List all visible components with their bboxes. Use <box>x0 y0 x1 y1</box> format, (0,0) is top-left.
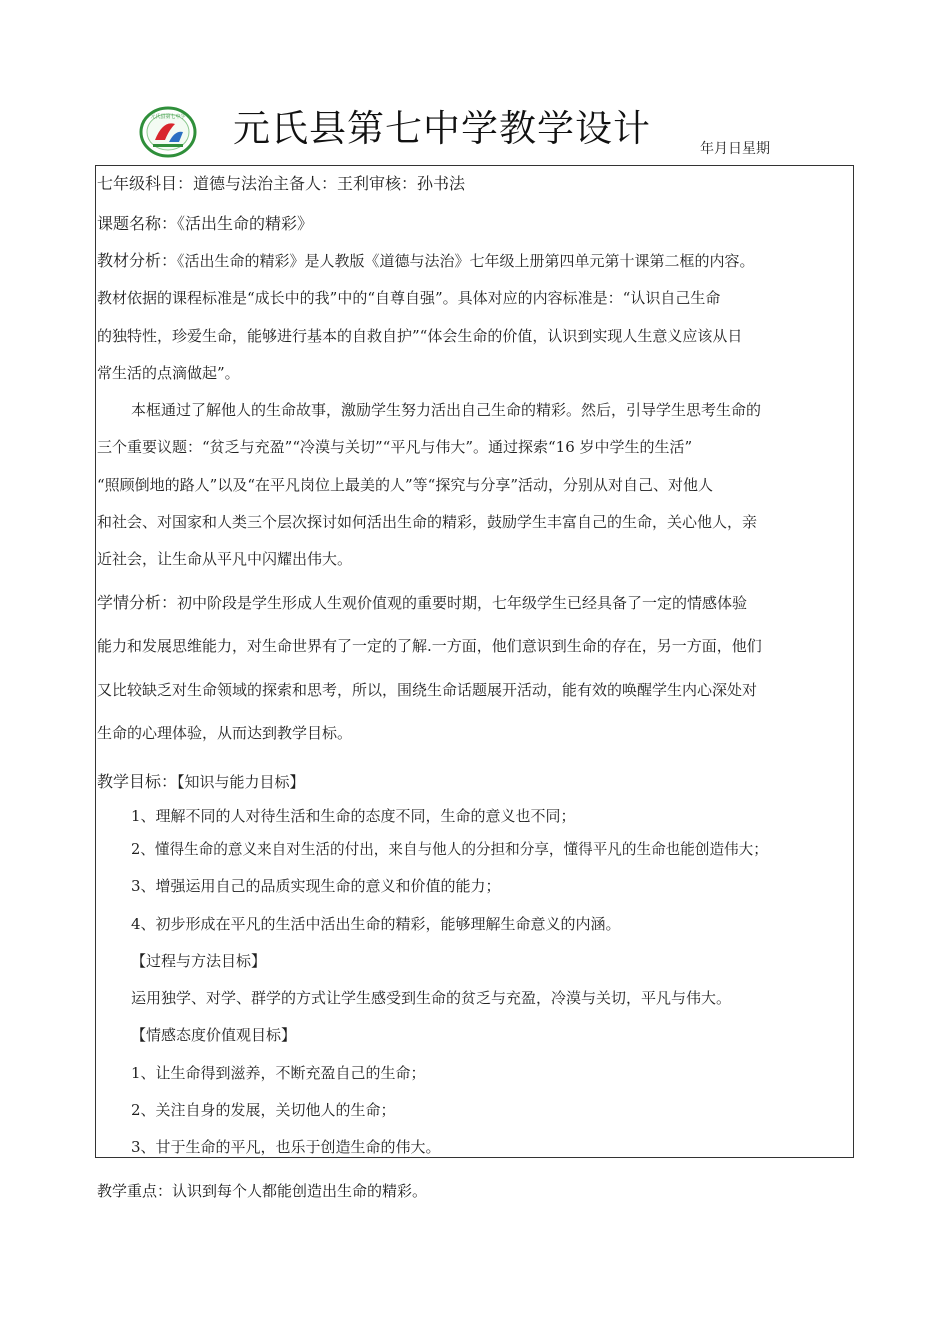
textbook-analysis-line: 近社会，让生命从平凡中闪耀出伟大。 <box>97 550 353 568</box>
textbook-analysis-line: 的独特性，珍爱生命，能够进行基本的自救自护”“体会生命的价值，认识到实现人生意义应该从日 <box>97 327 743 345</box>
knowledge-item: 3、增强运用自己的品质实现生命的意义和价值的能力； <box>131 877 501 895</box>
student-analysis-line: 初中阶段是学生形成人生观价值观的重要时期，七年级学生已经具备了一定的情感体验 <box>177 594 748 612</box>
lesson-plan-box <box>95 165 854 1158</box>
teaching-goals-label: 教学目标： <box>97 772 178 791</box>
textbook-analysis-line: 《活出生命的精彩》是人教版《道德与法治》七年级上册第四单元第十课第二框的内容。 <box>177 252 755 270</box>
emotion-item: 1、让生命得到滋养，不断充盈自己的生命； <box>131 1064 426 1082</box>
emotion-heading: 【情感态度价值观目标】 <box>131 1026 297 1044</box>
textbook-analysis-line: 三个重要议题：“贫乏与充盈”“冷漠与关切”“平凡与伟大”。通过探索“16 岁中学生的生活” <box>97 438 693 456</box>
textbook-analysis-line: 和社会、对国家和人类三个层次探讨如何活出生命的精彩，鼓励学生丰富自己的生命，关心他人，亲 <box>97 513 758 531</box>
knowledge-heading: 【知识与能力目标】 <box>177 773 305 791</box>
textbook-analysis-line: “照顾倒地的路人”以及“在平凡岗位上最美的人”等“探究与分享”活动，分别从对自己、对他人 <box>97 476 714 494</box>
date-line: 年月日星期 <box>700 141 770 157</box>
topic-line: 课题名称：《活出生命的精彩》 <box>97 214 314 233</box>
key-point: 教学重点：认识到每个人都能创造出生命的精彩。 <box>97 1182 428 1200</box>
page-title: 元氏县第七中学教学设计 <box>233 107 651 150</box>
student-analysis-first-line <box>97 590 747 613</box>
student-analysis-line: 生命的心理体验，从而达到教学目标。 <box>97 724 353 742</box>
textbook-analysis-label: 教材分析： <box>97 251 178 270</box>
logo-text: 元氏县第七中学 <box>150 114 186 120</box>
meta-line: 七年级科目：道德与法治主备人：王利审核：孙书法 <box>97 174 466 193</box>
textbook-analysis-line: 本框通过了解他人的生命故事，激励学生努力活出自己生命的精彩。然后，引导学生思考生命的 <box>131 401 762 419</box>
student-analysis-line: 能力和发展思维能力，对生命世界有了一定的了解.一方面，他们意识到生命的存在，另一方面，他们 <box>97 637 762 655</box>
school-logo <box>139 106 197 158</box>
student-analysis-line: 又比较缺乏对生命领域的探索和思考，所以，围绕生命话题展开活动，能有效的唤醒学生内心深处对 <box>97 681 758 699</box>
knowledge-item: 2、懂得生命的意义来自对生活的付出，来自与他人的分担和分享，懂得平凡的生命也能创造伟大； <box>131 841 768 858</box>
process-text: 运用独学、对学、群学的方式让学生感受到生命的贫乏与充盈，冷漠与关切，平凡与伟大。 <box>131 989 732 1007</box>
textbook-analysis-line: 教材依据的课程标准是“成长中的我”中的“自尊自强”。具体对应的内容标准是：“认识自己生命 <box>97 289 721 307</box>
knowledge-item: 4、初步形成在平凡的生活中活出生命的精彩，能够理解生命意义的内涵。 <box>131 915 621 933</box>
emotion-item: 2、关注自身的发展，关切他人的生命； <box>131 1101 396 1119</box>
student-analysis-label: 学情分析： <box>97 593 178 612</box>
emotion-item: 3、甘于生命的平凡，也乐于创造生命的伟大。 <box>131 1138 441 1156</box>
process-heading: 【过程与方法目标】 <box>131 952 267 970</box>
textbook-analysis-first-line <box>97 248 755 271</box>
teaching-goals-first-line <box>97 769 305 792</box>
knowledge-item: 1、理解不同的人对待生活和生命的态度不同，生命的意义也不同； <box>131 807 576 825</box>
textbook-analysis-line: 常生活的点滴做起”。 <box>97 364 240 382</box>
